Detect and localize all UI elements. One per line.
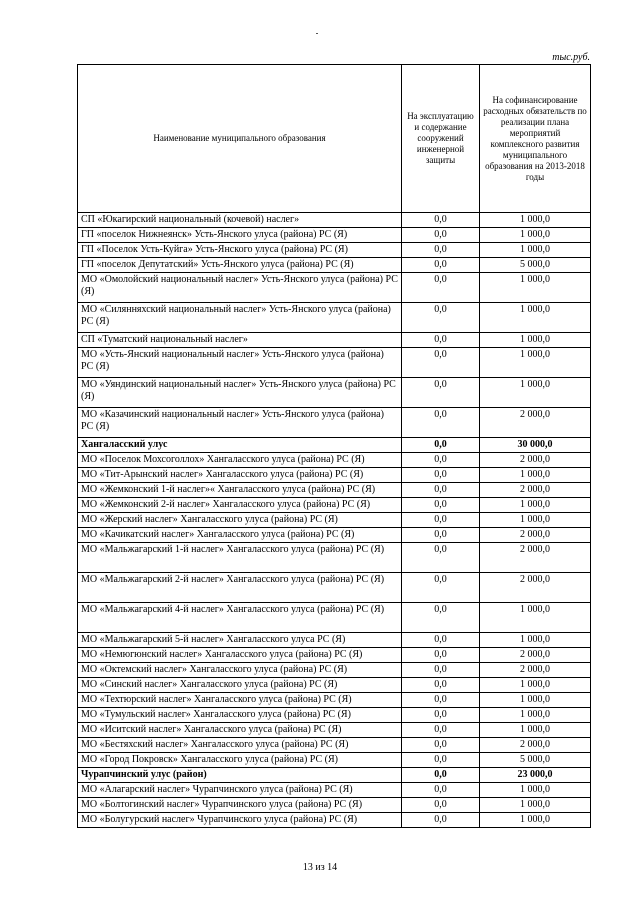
cell-cofinancing: 1 000,0 <box>480 678 591 693</box>
cell-cofinancing: 2 000,0 <box>480 663 591 678</box>
cell-operation: 0,0 <box>402 798 480 813</box>
cell-name: МО «Мальжагарский 5-й наслег» Хангаласского улуса РС (Я) <box>78 633 402 648</box>
cell-name: МО «Мальжагарский 1-й наслег» Хангаласского улуса (района) РС (Я) <box>78 543 402 573</box>
cell-operation: 0,0 <box>402 438 480 453</box>
table-row <box>78 498 591 513</box>
cell-cofinancing: 1 000,0 <box>480 213 591 228</box>
cell-operation: 0,0 <box>402 528 480 543</box>
cell-cofinancing: 1 000,0 <box>480 303 591 333</box>
cell-name: МО «Иситский наслег» Хангаласского улуса (района) РС (Я) <box>78 723 402 738</box>
cell-cofinancing: 5 000,0 <box>480 258 591 273</box>
cell-name: МО «Уяндинский национальный наслег» Усть-Янского улуса (района) РС (Я) <box>78 378 402 408</box>
cell-name: МО «Усть-Янский национальный наслег» Усть-Янского улуса (района) РС (Я) <box>78 348 402 378</box>
table-row <box>78 528 591 543</box>
cell-cofinancing: 1 000,0 <box>480 333 591 348</box>
cell-operation: 0,0 <box>402 678 480 693</box>
scan-artifact <box>316 33 318 34</box>
cell-operation: 0,0 <box>402 453 480 468</box>
cell-name: МО «Мальжагарский 4-й наслег» Хангаласского улуса (района) РС (Я) <box>78 603 402 633</box>
table-row <box>78 408 591 438</box>
cell-name: МО «Жерский наслег» Хангаласского улуса (района) РС (Я) <box>78 513 402 528</box>
cell-operation: 0,0 <box>402 633 480 648</box>
cell-name: МО «Казачинский национальный наслег» Усть-Янского улуса (района) РС (Я) <box>78 408 402 438</box>
cell-operation: 0,0 <box>402 768 480 783</box>
cell-name: МО «Мальжагарский 2-й наслег» Хангаласского улуса (района) РС (Я) <box>78 573 402 603</box>
cell-operation: 0,0 <box>402 333 480 348</box>
table-row <box>78 213 591 228</box>
cell-name: МО «Болугурский наслег» Чурапчинского улуса (района) РС (Я) <box>78 813 402 828</box>
cell-operation: 0,0 <box>402 258 480 273</box>
cell-operation: 0,0 <box>402 348 480 378</box>
table-row <box>78 378 591 408</box>
table-row <box>78 258 591 273</box>
cell-operation: 0,0 <box>402 738 480 753</box>
cell-name: Чурапчинский улус (район) <box>78 768 402 783</box>
cell-operation: 0,0 <box>402 663 480 678</box>
table-row <box>78 243 591 258</box>
units-label: тыс.руб. <box>552 52 590 63</box>
cell-cofinancing: 23 000,0 <box>480 768 591 783</box>
cell-cofinancing: 1 000,0 <box>480 378 591 408</box>
cell-cofinancing: 2 000,0 <box>480 648 591 663</box>
cell-operation: 0,0 <box>402 273 480 303</box>
table-row <box>78 813 591 828</box>
table-row <box>78 333 591 348</box>
table-row <box>78 348 591 378</box>
cell-operation: 0,0 <box>402 603 480 633</box>
cell-cofinancing: 1 000,0 <box>480 783 591 798</box>
cell-operation: 0,0 <box>402 693 480 708</box>
cell-cofinancing: 2 000,0 <box>480 408 591 438</box>
table-row <box>78 753 591 768</box>
cell-name: МО «Техтюрский наслег» Хангаласского улуса (района) РС (Я) <box>78 693 402 708</box>
table-row <box>78 678 591 693</box>
cell-operation: 0,0 <box>402 753 480 768</box>
table-row <box>78 573 591 603</box>
cell-name: МО «Жемконский 1-й наслег»« Хангаласского улуса (района) РС (Я) <box>78 483 402 498</box>
cell-cofinancing: 2 000,0 <box>480 483 591 498</box>
table-body <box>78 213 591 828</box>
cell-name: МО «Омолойский национальный наслег» Усть-Янского улуса (района) РС (Я) <box>78 273 402 303</box>
cell-name: МО «Синский наслег» Хангаласского улуса (района) РС (Я) <box>78 678 402 693</box>
cell-operation: 0,0 <box>402 378 480 408</box>
cell-operation: 0,0 <box>402 243 480 258</box>
cell-name: СП «Туматский национальный наслег» <box>78 333 402 348</box>
cell-operation: 0,0 <box>402 483 480 498</box>
cell-name: МО «Поселок Мохсоголлох» Хангаласского улуса (района) РС (Я) <box>78 453 402 468</box>
cell-name: МО «Тумульский наслег» Хангаласского улуса (района) РС (Я) <box>78 708 402 723</box>
cell-operation: 0,0 <box>402 813 480 828</box>
cell-cofinancing: 1 000,0 <box>480 228 591 243</box>
cell-operation: 0,0 <box>402 648 480 663</box>
table-row <box>78 708 591 723</box>
table-row <box>78 513 591 528</box>
cell-cofinancing: 2 000,0 <box>480 453 591 468</box>
cell-name: МО «Алагарский наслег» Чурапчинского улуса (района) РС (Я) <box>78 783 402 798</box>
cell-cofinancing: 1 000,0 <box>480 468 591 483</box>
header-cofinancing: На софинансирование расходных обязательств по реализации плана мероприятий комплексного развития муниципального образования на 2013-2018 годы <box>480 65 591 213</box>
table-row <box>78 483 591 498</box>
table-row <box>78 738 591 753</box>
cell-name: МО «Качикатский наслег» Хангаласского улуса (района) РС (Я) <box>78 528 402 543</box>
table-row <box>78 303 591 333</box>
cell-operation: 0,0 <box>402 228 480 243</box>
cell-name: ГП «поселок Депутатский» Усть-Янского улуса (района) РС (Я) <box>78 258 402 273</box>
header-operation: На эксплуатацию и содержание сооружений инженерной защиты <box>402 65 480 213</box>
cell-cofinancing: 1 000,0 <box>480 708 591 723</box>
cell-name: МО «Город Покровск» Хангаласского улуса (района) РС (Я) <box>78 753 402 768</box>
cell-operation: 0,0 <box>402 468 480 483</box>
cell-cofinancing: 1 000,0 <box>480 273 591 303</box>
budget-table <box>77 64 591 828</box>
cell-name: ГП «Поселок Усть-Куйга» Усть-Янского улуса (района) РС (Я) <box>78 243 402 258</box>
cell-cofinancing: 2 000,0 <box>480 528 591 543</box>
table-row <box>78 798 591 813</box>
table-row <box>78 603 591 633</box>
table-row <box>78 228 591 243</box>
table-row <box>78 783 591 798</box>
header-name: Наименование муниципального образования <box>78 65 402 213</box>
cell-name: ГП «поселок Нижнеянск» Усть-Янского улуса (района) РС (Я) <box>78 228 402 243</box>
table-row <box>78 633 591 648</box>
table-row <box>78 453 591 468</box>
table-row <box>78 663 591 678</box>
cell-cofinancing: 1 000,0 <box>480 513 591 528</box>
table-row <box>78 693 591 708</box>
cell-name: МО «Немюгюнский наслег» Хангаласского улуса (района) РС (Я) <box>78 648 402 663</box>
cell-name: МО «Жемконский 2-й наслег» Хангаласского улуса (района) РС (Я) <box>78 498 402 513</box>
table-row <box>78 273 591 303</box>
cell-operation: 0,0 <box>402 408 480 438</box>
cell-cofinancing: 1 000,0 <box>480 723 591 738</box>
cell-cofinancing: 1 000,0 <box>480 603 591 633</box>
cell-operation: 0,0 <box>402 783 480 798</box>
table-row <box>78 543 591 573</box>
table-row <box>78 648 591 663</box>
cell-name: МО «Силянняхский национальный наслег» Усть-Янского улуса (района) РС (Я) <box>78 303 402 333</box>
cell-operation: 0,0 <box>402 723 480 738</box>
table-row-total <box>78 438 591 453</box>
cell-cofinancing: 2 000,0 <box>480 573 591 603</box>
cell-cofinancing: 5 000,0 <box>480 753 591 768</box>
cell-cofinancing: 1 000,0 <box>480 798 591 813</box>
cell-operation: 0,0 <box>402 513 480 528</box>
cell-cofinancing: 1 000,0 <box>480 633 591 648</box>
cell-name: СП «Юкагирский национальный (кочевой) наслег» <box>78 213 402 228</box>
cell-operation: 0,0 <box>402 543 480 573</box>
cell-cofinancing: 1 000,0 <box>480 243 591 258</box>
table-row <box>78 723 591 738</box>
cell-name: МО «Тит-Арынский наслег» Хангаласского улуса (района) РС (Я) <box>78 468 402 483</box>
cell-operation: 0,0 <box>402 498 480 513</box>
cell-name: МО «Бестяхский наслег» Хангаласского улуса (района) РС (Я) <box>78 738 402 753</box>
cell-cofinancing: 1 000,0 <box>480 693 591 708</box>
cell-operation: 0,0 <box>402 708 480 723</box>
cell-cofinancing: 1 000,0 <box>480 348 591 378</box>
cell-name: МО «Болтогинский наслег» Чурапчинского улуса (района) РС (Я) <box>78 798 402 813</box>
table-row <box>78 468 591 483</box>
cell-name: Хангаласский улус <box>78 438 402 453</box>
cell-cofinancing: 30 000,0 <box>480 438 591 453</box>
cell-cofinancing: 1 000,0 <box>480 813 591 828</box>
page-number: 13 из 14 <box>302 862 338 873</box>
cell-operation: 0,0 <box>402 573 480 603</box>
cell-name: МО «Октемский наслег» Хангаласского улуса (района) РС (Я) <box>78 663 402 678</box>
cell-cofinancing: 1 000,0 <box>480 498 591 513</box>
cell-operation: 0,0 <box>402 303 480 333</box>
table-row-total <box>78 768 591 783</box>
cell-operation: 0,0 <box>402 213 480 228</box>
cell-cofinancing: 2 000,0 <box>480 543 591 573</box>
table-header-row <box>78 65 591 213</box>
cell-cofinancing: 2 000,0 <box>480 738 591 753</box>
